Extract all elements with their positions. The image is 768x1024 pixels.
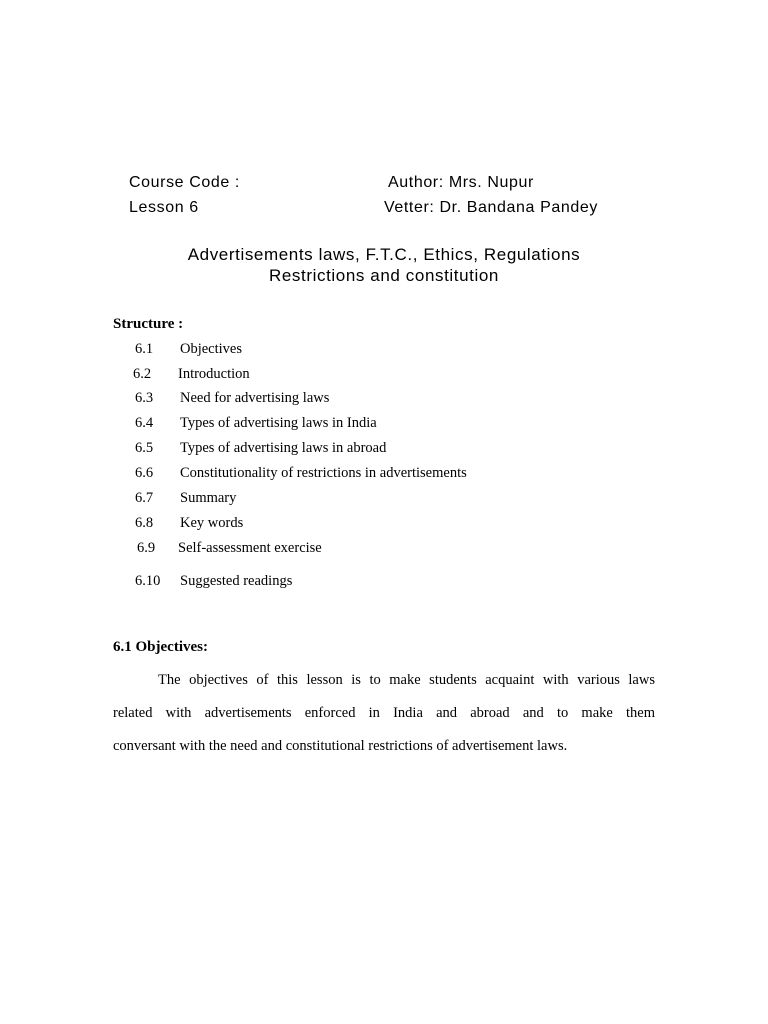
vetter: Vetter: Dr. Bandana Pandey xyxy=(384,199,598,216)
toc-item-label: Need for advertising laws xyxy=(180,390,330,406)
toc-item-number: 6.4 xyxy=(135,415,154,431)
toc-item-label: Summary xyxy=(180,490,237,506)
toc-item-label: Constitutionality of restrictions in advertisements xyxy=(180,465,467,481)
toc-item-number: 6.5 xyxy=(135,440,154,456)
lesson-title-line-2: Restrictions and constitution xyxy=(268,266,499,285)
toc-item-label: Suggested readings xyxy=(180,573,293,589)
lesson-title-line-1: Advertisements laws, F.T.C., Ethics, Regulations xyxy=(187,245,581,264)
toc-item-label: Objectives xyxy=(180,341,243,357)
objectives-heading: 6.1 Objectives: xyxy=(113,639,208,655)
toc-item-number: 6.10 xyxy=(135,573,161,589)
toc-item-number: 6.3 xyxy=(135,390,154,406)
structure-heading: Structure : xyxy=(113,316,184,332)
toc-item-number: 6.7 xyxy=(135,490,154,506)
objectives-line: The objectives of this lesson is to make students acquaint with various laws xyxy=(158,672,655,688)
toc-item-number: 6.1 xyxy=(135,341,154,357)
toc-item-label: Types of advertising laws in India xyxy=(180,415,377,431)
toc-item-label: Self-assessment exercise xyxy=(178,540,322,556)
toc-item-label: Key words xyxy=(180,515,244,531)
objectives-line: related with advertisements enforced in India and abroad and to make them xyxy=(113,705,655,721)
course-code: Course Code : xyxy=(129,174,240,191)
objectives-line: conversant with the need and constitutional restrictions of advertisement laws. xyxy=(113,738,568,754)
author: Author: Mrs. Nupur xyxy=(388,174,534,191)
lesson-number: Lesson 6 xyxy=(129,199,199,216)
toc-item-number: 6.6 xyxy=(135,465,154,481)
toc-item-label: Introduction xyxy=(178,366,250,382)
toc-item-number: 6.2 xyxy=(133,366,152,382)
toc-item-label: Types of advertising laws in abroad xyxy=(180,440,387,456)
objectives-paragraph xyxy=(113,664,655,763)
toc-item-number: 6.9 xyxy=(137,540,156,556)
toc-item-number: 6.8 xyxy=(135,515,154,531)
